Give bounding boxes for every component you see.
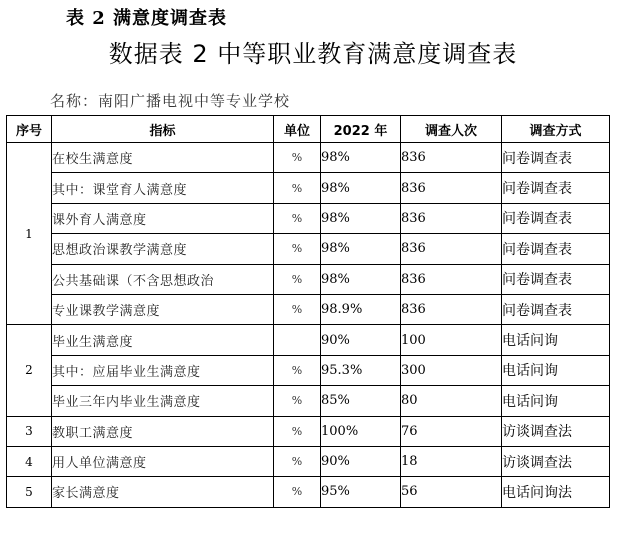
row-indicator: 用人单位满意度 [52, 446, 274, 476]
table-header-row [7, 116, 610, 143]
school-name: 名称：南阳广播电视中等专业学校 [50, 92, 291, 110]
table-row [7, 386, 610, 416]
table-row [7, 264, 610, 294]
header-seq: 序号 [7, 116, 52, 143]
row-indicator: 公共基础课（不含思想政治 [52, 264, 274, 294]
table-row [7, 173, 610, 203]
row-survey-count: 18 [401, 446, 502, 476]
row-seq: 1 [7, 143, 52, 325]
row-survey-count: 836 [401, 173, 502, 203]
row-survey-method: 电话问询 [502, 355, 610, 385]
header-method: 调查方式 [502, 116, 610, 143]
row-survey-method: 问卷调查表 [502, 234, 610, 264]
header-unit: 单位 [274, 116, 321, 143]
row-survey-count: 836 [401, 203, 502, 233]
header-count: 调查人次 [401, 116, 502, 143]
row-unit: % [274, 446, 321, 476]
row-value-2022: 95.3% [321, 355, 401, 385]
row-unit: % [274, 264, 321, 294]
row-indicator: 其中：应届毕业生满意度 [52, 355, 274, 385]
header-indicator: 指标 [52, 116, 274, 143]
row-survey-count: 100 [401, 325, 502, 355]
row-value-2022: 98% [321, 143, 401, 173]
satisfaction-table [6, 115, 610, 508]
row-survey-method: 问卷调查表 [502, 203, 610, 233]
table-row [7, 203, 610, 233]
row-unit: % [274, 355, 321, 385]
row-value-2022: 90% [321, 325, 401, 355]
table-caption: 表 2 满意度调查表 [66, 8, 228, 29]
row-indicator: 其中：课堂育人满意度 [52, 173, 274, 203]
row-unit: % [274, 143, 321, 173]
row-survey-method: 电话问询法 [502, 477, 610, 507]
row-survey-method: 问卷调查表 [502, 264, 610, 294]
row-indicator: 课外育人满意度 [52, 203, 274, 233]
row-value-2022: 98% [321, 203, 401, 233]
row-survey-count: 836 [401, 264, 502, 294]
row-unit: % [274, 203, 321, 233]
row-survey-method: 电话问询 [502, 325, 610, 355]
row-value-2022: 98.9% [321, 294, 401, 324]
row-indicator: 教职工满意度 [52, 416, 274, 446]
row-indicator: 思想政治课教学满意度 [52, 234, 274, 264]
table-row [7, 234, 610, 264]
row-seq: 3 [7, 416, 52, 446]
row-seq: 5 [7, 477, 52, 507]
row-seq: 2 [7, 325, 52, 416]
row-indicator: 毕业生满意度 [52, 325, 274, 355]
row-value-2022: 98% [321, 264, 401, 294]
row-survey-method: 访谈调查法 [502, 416, 610, 446]
document-title: 数据表 2 中等职业教育满意度调查表 [108, 40, 518, 68]
row-survey-method: 电话问询 [502, 386, 610, 416]
row-survey-method: 问卷调查表 [502, 294, 610, 324]
row-indicator: 家长满意度 [52, 477, 274, 507]
row-unit: % [274, 416, 321, 446]
row-indicator: 毕业三年内毕业生满意度 [52, 386, 274, 416]
row-survey-count: 56 [401, 477, 502, 507]
table-row [7, 143, 610, 173]
row-indicator: 专业课教学满意度 [52, 294, 274, 324]
table-row [7, 416, 610, 446]
row-unit: % [274, 386, 321, 416]
row-survey-count: 836 [401, 143, 502, 173]
row-value-2022: 98% [321, 234, 401, 264]
row-survey-method: 问卷调查表 [502, 143, 610, 173]
row-survey-count: 76 [401, 416, 502, 446]
row-value-2022: 100% [321, 416, 401, 446]
row-value-2022: 95% [321, 477, 401, 507]
table-row [7, 477, 610, 507]
table-row [7, 294, 610, 324]
row-unit [274, 325, 321, 355]
row-unit: % [274, 294, 321, 324]
row-indicator: 在校生满意度 [52, 143, 274, 173]
row-unit: % [274, 234, 321, 264]
header-year: 2022 年 [321, 116, 401, 143]
row-seq: 4 [7, 446, 52, 476]
row-survey-count: 300 [401, 355, 502, 385]
table-row [7, 446, 610, 476]
table-row [7, 325, 610, 355]
table-row [7, 355, 610, 385]
row-unit: % [274, 173, 321, 203]
row-value-2022: 85% [321, 386, 401, 416]
row-survey-count: 80 [401, 386, 502, 416]
table-body [7, 143, 610, 508]
row-survey-method: 访谈调查法 [502, 446, 610, 476]
row-value-2022: 90% [321, 446, 401, 476]
row-survey-count: 836 [401, 234, 502, 264]
row-value-2022: 98% [321, 173, 401, 203]
row-survey-count: 836 [401, 294, 502, 324]
row-unit: % [274, 477, 321, 507]
row-survey-method: 问卷调查表 [502, 173, 610, 203]
